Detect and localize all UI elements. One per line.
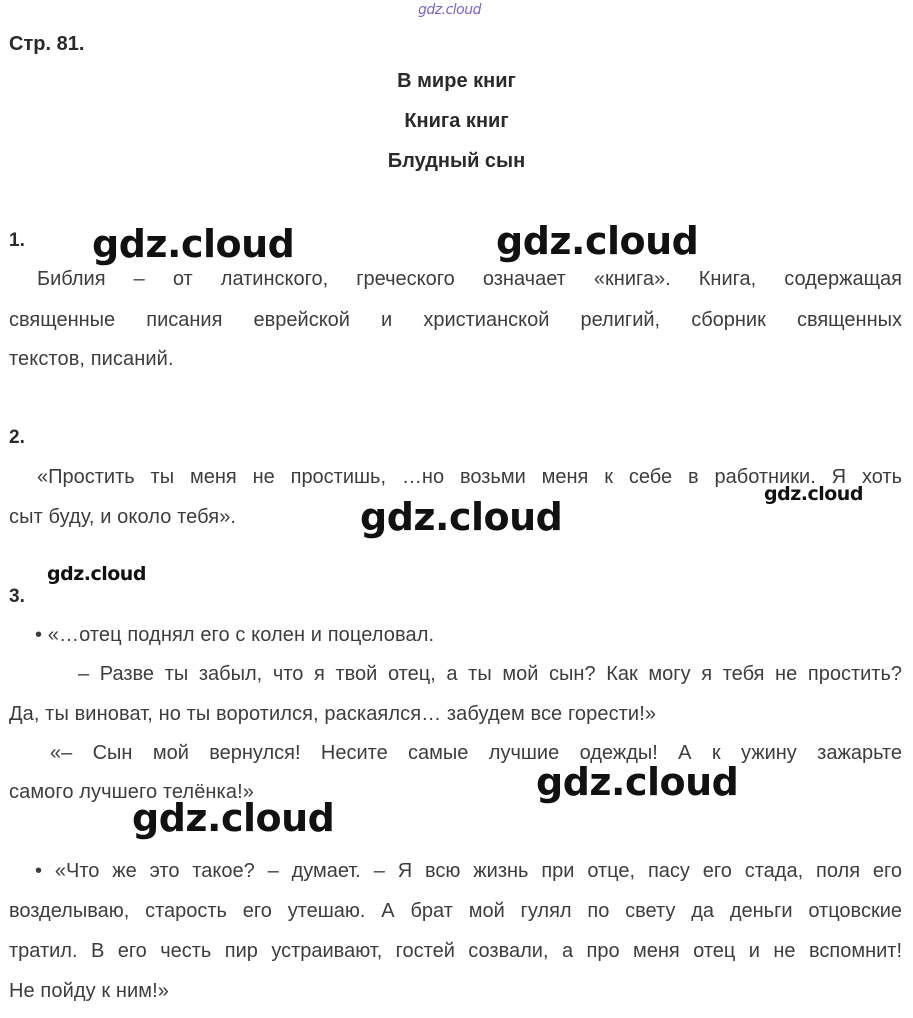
answer-3-line: «– Сын мой вернулся! Несите самые лучшие одежды! А к ужину зажарьте — [50, 742, 902, 764]
answer-3-line: возделываю, старость его утешаю. А брат мой гулял по свету да деньги отцовские — [9, 900, 902, 922]
heading-story-title: Блудный сын — [387, 150, 526, 172]
question-1-number: 1. — [9, 230, 25, 251]
answer-3-line: • «…отец поднял его с колен и поцеловал. — [35, 624, 435, 646]
answer-3-line: самого лучшего телёнка!» — [9, 781, 254, 803]
heading-section: В мире книг — [397, 70, 516, 92]
watermark: gdz.cloud — [132, 796, 335, 840]
answer-1-line: Библия – от латинского, греческого означает «книга». Книга, содержащая — [37, 268, 902, 290]
watermark: gdz.cloud — [360, 495, 563, 539]
question-2-number: 2. — [9, 427, 25, 448]
answer-2-line: «Простить ты меня не простишь, …но возьми меня к себе в работники. Я хоть — [37, 466, 902, 488]
heading-subsection: Книга книг — [404, 110, 509, 132]
answer-3-line: Не пойду к ним!» — [9, 980, 170, 1002]
watermark-top: gdz.cloud — [418, 2, 481, 18]
watermark: gdz.cloud — [536, 760, 739, 804]
answer-1-line: священные писания еврейской и христианской религий, сборник священных — [9, 309, 902, 331]
answer-3-line: – Разве ты забыл, что я твой отец, а ты мой сын? Как могу я тебя не простить? — [78, 663, 902, 685]
watermark: gdz.cloud — [47, 563, 146, 585]
answer-3-line: • «Что же это такое? – думает. – Я всю жизнь при отце, пасу его стада, поля его — [35, 860, 902, 882]
watermark: gdz.cloud — [496, 219, 699, 263]
answer-3-line: тратил. В его честь пир устраивают, гостей созвали, а про меня отец и не вспомнит! — [9, 940, 902, 962]
watermark: gdz.cloud — [764, 483, 863, 505]
answer-1-line: текстов, писаний. — [9, 348, 174, 370]
question-3-number: 3. — [9, 586, 25, 607]
watermark: gdz.cloud — [92, 222, 295, 266]
answer-3-line: Да, ты виноват, но ты воротился, раскаялся… забудем все горести!» — [9, 703, 657, 725]
page-label: Стр. 81. — [9, 33, 85, 55]
answer-2-line: сыт буду, и около тебя». — [9, 506, 237, 528]
